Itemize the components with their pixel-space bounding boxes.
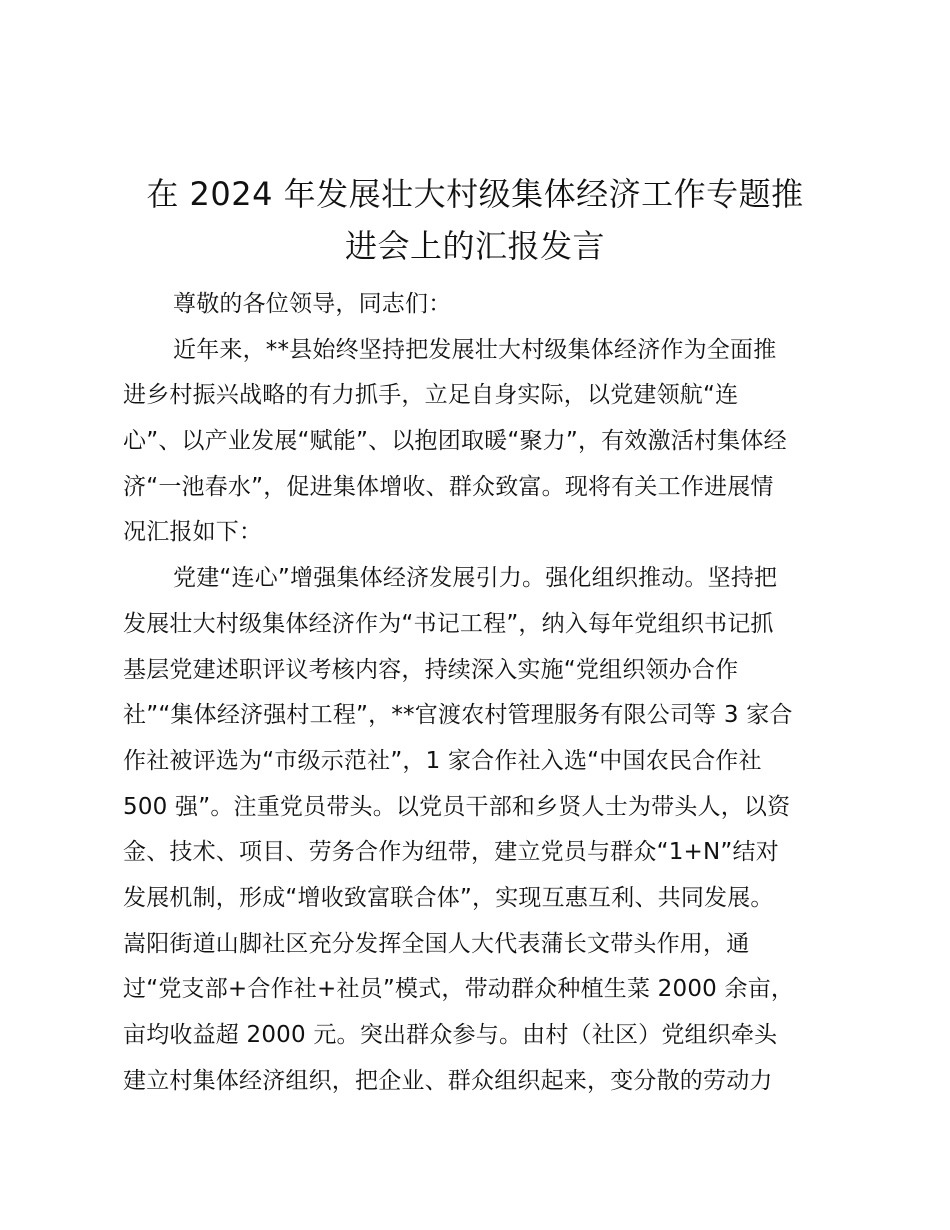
salutation: 尊敬的各位领导，同志们： [173, 291, 452, 317]
text-line: 金、技术、项目、劳务合作为纽带，建立党员与群众“1+N”结对 [123, 839, 779, 866]
text-line: 作社被评选为“市级示范社”，1 家合作社入选“中国农民合作社 [123, 747, 762, 774]
text-line: 济“一池春水”，促进集体增收、群众致富。现将有关工作进展情 [123, 473, 774, 500]
text-line: 社”“集体经济强村工程”，**官渡农村管理服务有限公司等 3 家合 [123, 702, 793, 729]
text-line: 发展壮大村级集体经济作为“书记工程”，纳入每年党组织书记抓 [123, 610, 774, 637]
text-line: 过“党支部+合作社+社员”模式，带动群众种植生菜 2000 余亩， [123, 976, 795, 1003]
text-line: 心”、以产业发展“赋能”、以抱团取暖“聚力”，有效激活村集体经 [123, 428, 787, 455]
text-line: 进乡村振兴战略的有力抓手，立足自身实际，以党建领航“连 [123, 382, 739, 409]
text-line: 亩均收益超 2000 元。突出群众参与。由村（社区）党组织牵头 [123, 1022, 778, 1048]
text-line: 近年来，**县始终坚持把发展壮大村级集体经济作为全面推 [173, 336, 777, 363]
text-line: 发展机制，形成“增收致富联合体”，实现互惠互利、共同发展。 [123, 884, 774, 911]
text-line: 500 强”。注重党员带头。以党员干部和乡贤人士为带头人，以资 [123, 793, 791, 820]
text-line: 基层党建述职评议考核内容，持续深入实施“党组织领办合作 [123, 656, 739, 683]
document-body [123, 282, 843, 1104]
text-line: 况汇报如下： [123, 519, 263, 546]
text-line: 嵩阳街道山脚社区充分发挥全国人大代表蒲长文带头作用，通 [123, 930, 750, 957]
title-line-2: 进会上的汇报发言 [344, 227, 605, 265]
title-line-1: 在 2024 年发展壮大村级集体经济工作专题推 [146, 175, 804, 213]
text-line: 党建“连心”增强集体经济发展引力。强化组织推动。坚持把 [173, 565, 778, 592]
text-line: 建立村集体经济组织，把企业、群众组织起来，变分散的劳动力 [123, 1067, 773, 1094]
document-title [110, 168, 840, 272]
